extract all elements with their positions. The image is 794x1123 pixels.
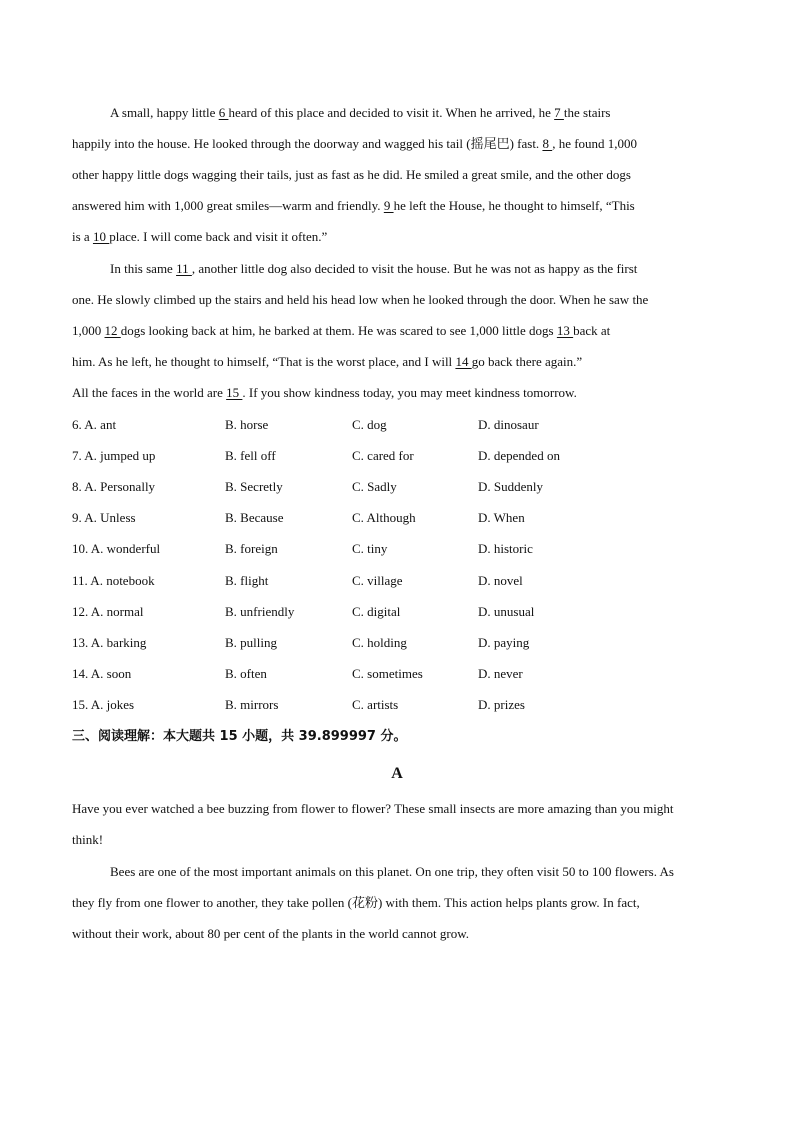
option-a: 15. A. jokes [72, 697, 135, 712]
text-run: back at [573, 323, 611, 338]
option-b: B. often [225, 666, 267, 681]
passage-heading: A [391, 765, 403, 782]
option-a: 13. A. barking [72, 635, 147, 650]
text-run: he left the House, he thought to himself, “This [393, 198, 635, 213]
option-d: D. dinosaur [478, 417, 539, 432]
option-a: 12. A. normal [72, 604, 144, 619]
blank-7: 7 [554, 105, 564, 120]
passage-line [72, 385, 577, 401]
option-d: D. historic [478, 541, 533, 556]
reading-line: they fly from one flower to another, they take pollen (花粉) with them. This action helps plants grow. In fact, [72, 895, 640, 910]
passage-line [72, 167, 631, 183]
blank-13: 13 [556, 323, 574, 338]
option-d: D. Suddenly [478, 479, 543, 494]
option-b: B. Secretly [225, 479, 283, 494]
option-b: B. unfriendly [225, 604, 295, 619]
option-row-9 [72, 510, 592, 526]
text-run: All the faces in the world are [72, 385, 227, 400]
text-run: the stairs [563, 105, 611, 120]
option-c: C. tiny [352, 541, 388, 556]
option-d: D. When [478, 510, 525, 525]
blank-6: 6 [218, 105, 229, 120]
blank-12: 12 [104, 323, 121, 338]
text-run: In this same [110, 261, 177, 276]
option-c: C. dog [352, 417, 387, 432]
option-d: D. never [478, 666, 523, 681]
text-run: . If you show kindness today, you may meet kindness tomorrow. [242, 385, 577, 400]
option-row-12 [72, 604, 592, 620]
text-run: place. I will come back and visit it often.” [109, 229, 328, 244]
text-run: is a [72, 229, 93, 244]
option-c: C. artists [352, 697, 399, 712]
text-run: him. As he left, he thought to himself, “That is the worst place, and I will [72, 354, 456, 369]
option-c: C. digital [352, 604, 401, 619]
blank-15: 15 [226, 385, 243, 400]
option-a: 6. A. ant [72, 417, 117, 432]
option-c: C. cared for [352, 448, 414, 463]
text-run: dogs looking back at him, he barked at them. He was scared to see 1,000 little dogs [120, 323, 557, 338]
option-c: C. Although [352, 510, 416, 525]
option-row-10 [72, 541, 592, 557]
option-row-13 [72, 635, 592, 651]
text-run: happily into the house. He looked through the doorway and wagged his tail (摇尾巴) fast. [72, 136, 543, 151]
option-c: C. Sadly [352, 479, 397, 494]
reading-line: think! [72, 832, 104, 847]
option-row-6 [72, 417, 592, 433]
option-b: B. fell off [225, 448, 276, 463]
option-a: 14. A. soon [72, 666, 132, 681]
passage-line [72, 229, 327, 245]
option-a: 9. A. Unless [72, 510, 136, 525]
option-b: B. pulling [225, 635, 278, 650]
passage-line [110, 105, 611, 121]
passage-line [72, 136, 637, 152]
option-b: B. horse [225, 417, 269, 432]
option-c: C. sometimes [352, 666, 423, 681]
blank-14: 14 [455, 354, 472, 369]
reading-line: Have you ever watched a bee buzzing from flower to flower? These small insects are more amazing than you might [72, 801, 674, 816]
passage-line [72, 198, 635, 214]
option-row-15 [72, 697, 592, 713]
reading-line: Bees are one of the most important animals on this planet. On one trip, they often visit 50 to 100 flowers. As [110, 864, 674, 879]
text-run: 1,000 [72, 323, 105, 338]
passage-line [72, 292, 648, 308]
text-run: , he found 1,000 [552, 136, 638, 151]
option-d: D. paying [478, 635, 530, 650]
text-run: go back there again.” [471, 354, 583, 369]
option-c: C. village [352, 573, 403, 588]
option-d: D. prizes [478, 697, 525, 712]
blank-8: 8 [542, 136, 553, 151]
blank-11: 11 [176, 261, 192, 276]
blank-10: 10 [92, 229, 110, 244]
option-d: D. depended on [478, 448, 560, 463]
option-row-8 [72, 479, 592, 495]
text-run: other happy little dogs wagging their tails, just as fast as he did. He smiled a great smile, and the other dogs [72, 167, 631, 182]
text-run: , another little dog also decided to visit the house. But he was not as happy as the first [191, 261, 638, 276]
reading-line: without their work, about 80 per cent of the plants in the world cannot grow. [72, 926, 470, 941]
text-run: answered him with 1,000 great smiles—warm and friendly. [72, 198, 384, 213]
text-run: one. He slowly climbed up the stairs and held his head low when he looked through the door. When he saw the [72, 292, 649, 307]
option-a: 10. A. wonderful [72, 541, 161, 556]
option-b: B. mirrors [225, 697, 279, 712]
blank-9: 9 [383, 198, 394, 213]
option-a: 7. A. jumped up [72, 448, 156, 463]
option-c: C. holding [352, 635, 407, 650]
option-a: 11. A. notebook [72, 573, 155, 588]
option-d: D. unusual [478, 604, 535, 619]
option-b: B. foreign [225, 541, 278, 556]
option-b: B. flight [225, 573, 269, 588]
option-d: D. novel [478, 573, 523, 588]
passage-line [72, 323, 610, 339]
option-a: 8. A. Personally [72, 479, 156, 494]
passage-line [110, 261, 637, 277]
passage-line [72, 354, 582, 370]
section-title: 三、阅读理解：本大题共 15 小题，共 39.899997 分。 [72, 729, 407, 744]
text-run: A small, happy little [110, 105, 219, 120]
text-run: heard of this place and decided to visit it. When he arrived, he [228, 105, 555, 120]
option-row-14 [72, 666, 592, 682]
option-row-11 [72, 573, 592, 589]
option-b: B. Because [225, 510, 284, 525]
option-row-7 [72, 448, 592, 464]
